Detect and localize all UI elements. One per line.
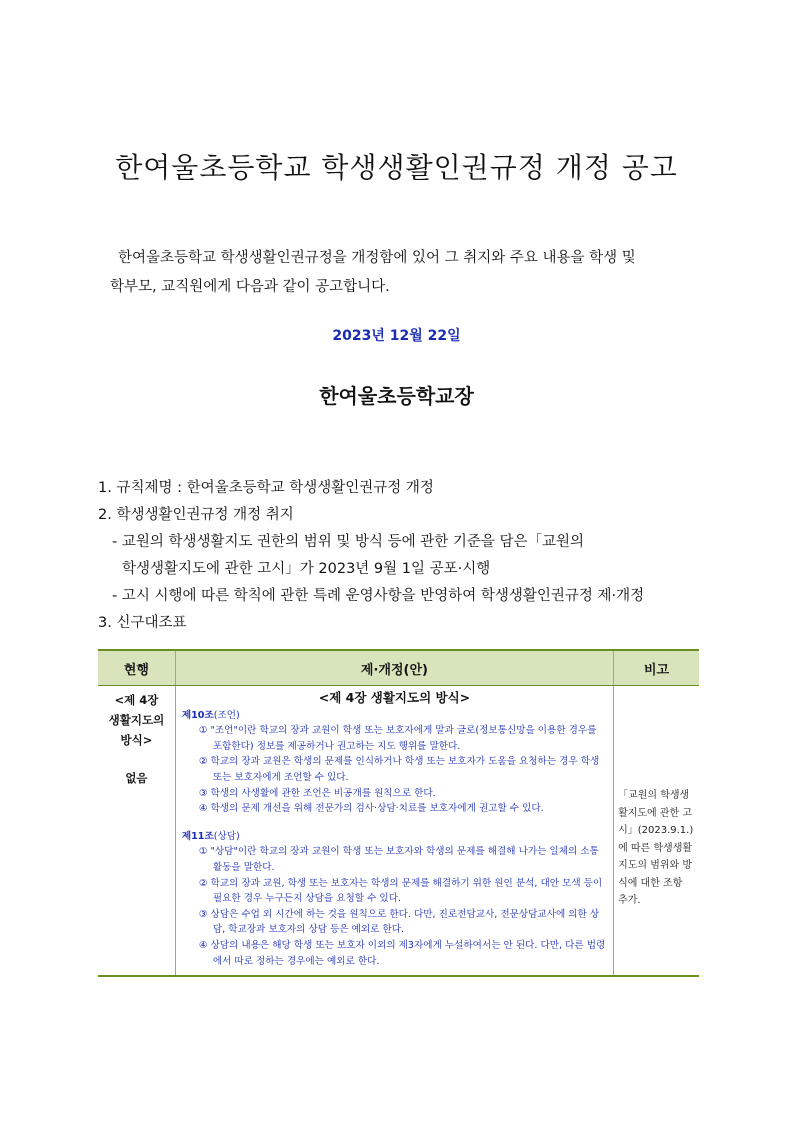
- list-item-3: 3. 신구대조표: [98, 615, 187, 631]
- list-item-2-sub-1a: - 교원의 학생생활지도 권한의 범위 및 방식 등에 관한 기준을 담은「교원의: [112, 534, 585, 550]
- header-current: 현행: [98, 650, 175, 686]
- header-revised: 제·개정(안): [175, 650, 613, 686]
- content-list: [98, 475, 738, 637]
- list-item-1: 1. 규칙제명 : 한여울초등학교 학생생활인권규정 개정: [98, 480, 434, 496]
- article-11-item: ④ 상담의 내용은 해당 학생 또는 보호자 이외의 제3자에게 누설하여서는 안 된다. 다만, 다른 법령에서 따로 정하는 경우에는 예외로 한다.: [198, 939, 606, 967]
- note-cell: 「교원의 학생생활지도에 관한 고시」(2023.9.1.)에 따른 학생생활지도의 범위와 방식에 대한 조항 추가.: [614, 686, 699, 977]
- revised-section-title: <제 4장 생활지도의 방식>: [318, 690, 471, 705]
- article-11-item: ② 학교의 장과 교원, 학생 또는 보호자는 학생의 문제를 해결하기 위한 원인 분석, 대안 모색 등이 필요한 경우 누구든지 상담을 요청할 수 있다.: [198, 877, 603, 905]
- article-11-heading: [182, 829, 607, 845]
- list-item-2-sub-1b: 학생생활지도에 관한 고시」가 2023년 9월 1일 공포·시행: [122, 561, 491, 577]
- table-row: [98, 686, 699, 977]
- article-10-item: ① "조언"이란 학교의 장과 교원이 학생 또는 보호자에게 말과 글로(정보통신망을 이용한 경우를 포함한다) 정보를 제공하거나 권고하는 지도 행위를 말한다.: [198, 725, 597, 752]
- page-title: 한여울초등학교 학생생활인권규정 개정 공고: [115, 151, 678, 184]
- article-10-item: ③ 학생의 사생활에 관한 조언은 비공개를 원칙으로 한다.: [198, 787, 436, 799]
- revised-cell: [175, 686, 613, 977]
- signer: 한여울초등학교장: [319, 384, 474, 408]
- article-11-item: ① "상담"이란 학교의 장과 교원이 학생 또는 보호자와 학생의 문제를 해결해 나가는 일체의 소통활동을 말한다.: [198, 846, 599, 873]
- article-10-item: ② 학교의 장과 교원은 학생의 문제를 인식하거나 학생 또는 보호자가 도움을 요청하는 경우 학생 또는 보호자에게 조언할 수 있다.: [198, 756, 600, 783]
- header-note: 비고: [614, 650, 699, 686]
- intro-line-2: 학부모, 교직원에게 다음과 같이 공고합니다.: [110, 279, 390, 295]
- table-header-row: [98, 650, 699, 686]
- list-item-2: 2. 학생생활인권규정 개정 취지: [98, 507, 294, 523]
- list-item-2-sub-2: - 고시 시행에 따른 학칙에 관한 특례 운영사항을 반영하여 학생생활인권규정 제·개정: [112, 588, 645, 604]
- intro-line-1: 한여울초등학교 학생생활인권규정을 개정함에 있어 그 취지와 주요 내용을 학생 및: [118, 250, 636, 266]
- comparison-table: [98, 649, 699, 977]
- current-line-4: 없음: [125, 771, 148, 785]
- article-10-name: (조언): [213, 709, 240, 721]
- current-line-3: 방식>: [120, 733, 153, 747]
- current-cell: [98, 686, 175, 977]
- article-11-item: ③ 상담은 수업 외 시간에 하는 것을 원칙으로 한다. 다만, 진로전담교사, 전문상담교사에 의한 상담, 학교장과 보호자의 상담 등은 예외로 한다.: [198, 908, 600, 936]
- article-11-name: (상담): [213, 830, 240, 842]
- current-line-2: 생활지도의: [108, 713, 165, 727]
- article-10-heading: [182, 708, 607, 724]
- announcement-date: 2023년 12월 22일: [332, 328, 461, 344]
- intro-paragraph: [110, 244, 690, 302]
- article-10-number: 제10조: [181, 709, 214, 721]
- current-line-1: <제 4장: [114, 693, 159, 707]
- article-11-number: 제11조: [181, 830, 214, 842]
- article-10-item: ④ 학생의 문제 개선을 위해 전문가의 검사·상담·치료를 보호자에게 권고할 수 있다.: [198, 803, 544, 815]
